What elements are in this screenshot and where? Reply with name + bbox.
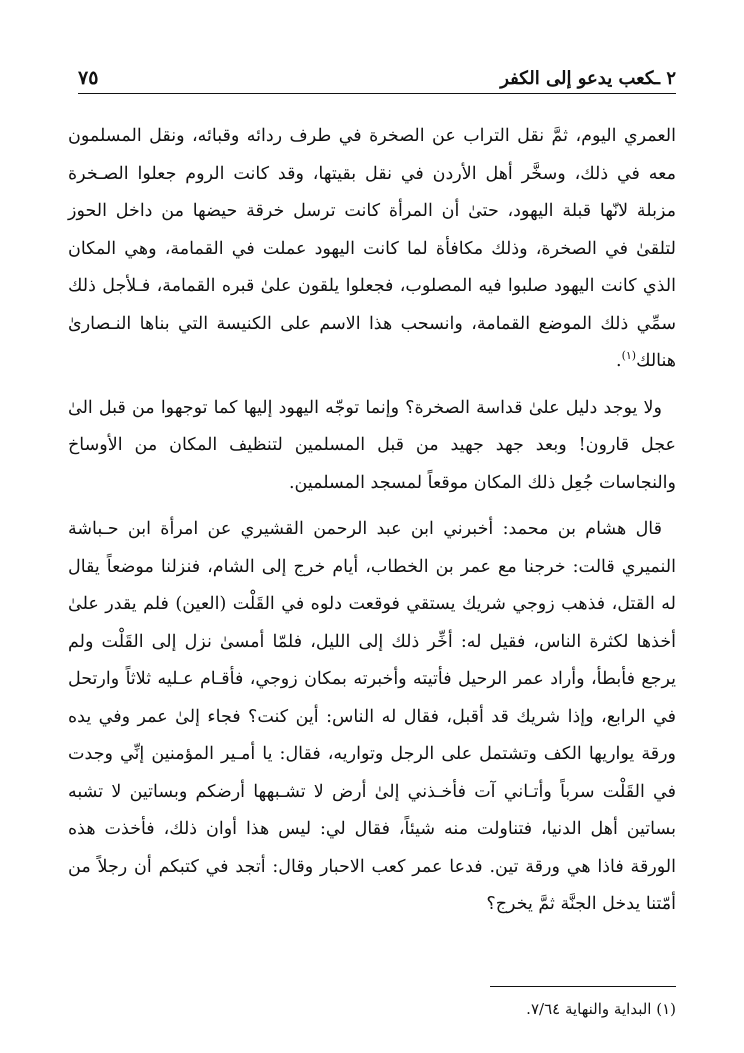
- paragraph-1: [68, 118, 676, 381]
- paragraph-1-end: .: [615, 351, 622, 371]
- paragraph-1-text: العمري اليوم، ثمَّ نقل التراب عن الصخرة في طرف ردائه وقبائه، ونقل المسلمون معه في ذلك، وسخَّر أهل الأردن في نقل بقيتها، وقد كانت الروم جعلوا الصـخرة مزبلة لانّها قبلة اليهود، حتىٰ أن المرأة كانت ترسل خرقة حيضها من داخل الحوز لتلقىٰ في الصخرة، وذلك مكافأة لما كانت اليهود عملت في القمامة، وهي المكان الذي كانت اليهود صلبوا فيه المصلوب، فجعلوا يلقون علىٰ قبره القمامة، فـلأجل ذلك سمِّي ذلك الموضع القمامة، وانسحب هذا الاسم على الكنيسة التي بناها النـصارىٰ هنالك: [68, 126, 676, 371]
- running-title: ٢ ـكعب يدعو إلى الكفر: [500, 68, 676, 89]
- footnote-marker: (١): [621, 349, 637, 363]
- footnote-divider: [490, 986, 676, 987]
- paragraph-2: ولا يوجد دليل علىٰ قداسة الصخرة؟ وإنما توجّه اليهود إليها كما توجهوا من قبل الىٰ عجل قارون! وبعد جهد جهيد من قبل المسلمين لتنظيف المكان من الأوساخ والنجاسات جُعِل ذلك المكان موقعاً لمسجد المسلمين.: [68, 397, 676, 493]
- paragraph-3: قال هشام بن محمد: أخبرني ابن عبد الرحمن القشيري عن امرأة ابن حـباشة النميري قالت: خرجنا مع عمر بن الخطاب، أيام خرج إلى الشام، فنزلنا موضعاً يقال له القتل، فذهب زوجي شريك يستقي فوقعت دلوه في القَلْت (العين) فلم يقدر علىٰ أخذها لكثرة الناس، فقيل له: أخِّر ذلك إلى الليل، فلمّا أمسىٰ نزل إلى القَلْت ولم يرجع فأبطأ، وأراد عمر الرحيل فأتيته وأخبرته بمكان زوجي، فأقـام عـليه ثلاثاً وارتحل في الرابع، وإذا شريك قد أقبل، فقال له الناس: أين كنت؟ فجاء إلىٰ عمر وفي يده ورقة يواريها الكف وتشتمل على الرجل وتواريه، فقال: يا أمـير المؤمنين إنِّي وجدت في القَلْت سرباً وأتـاني آت فأخـذني إلىٰ أرض لا تشـبهها أرضكم وبساتين لا تشبه بساتين أهل الدنيا، فتناولت منه شيئاً، فقال لي: ليس هذا أوان ذلك، فأخذت هذه الورقة فاذا هي ورقة تين. فدعا عمر كعب الاحبار وقال: أتجد في كتبكم أن رجلاً من أمّتنا يدخل الجنَّة ثمَّ يخرج؟: [68, 519, 676, 914]
- footnote: (١) البداية والنهاية ٧/٦٤.: [526, 1000, 676, 1018]
- main-text: [68, 118, 676, 933]
- page-header: [78, 58, 676, 94]
- page-number: ٧٥: [78, 67, 99, 89]
